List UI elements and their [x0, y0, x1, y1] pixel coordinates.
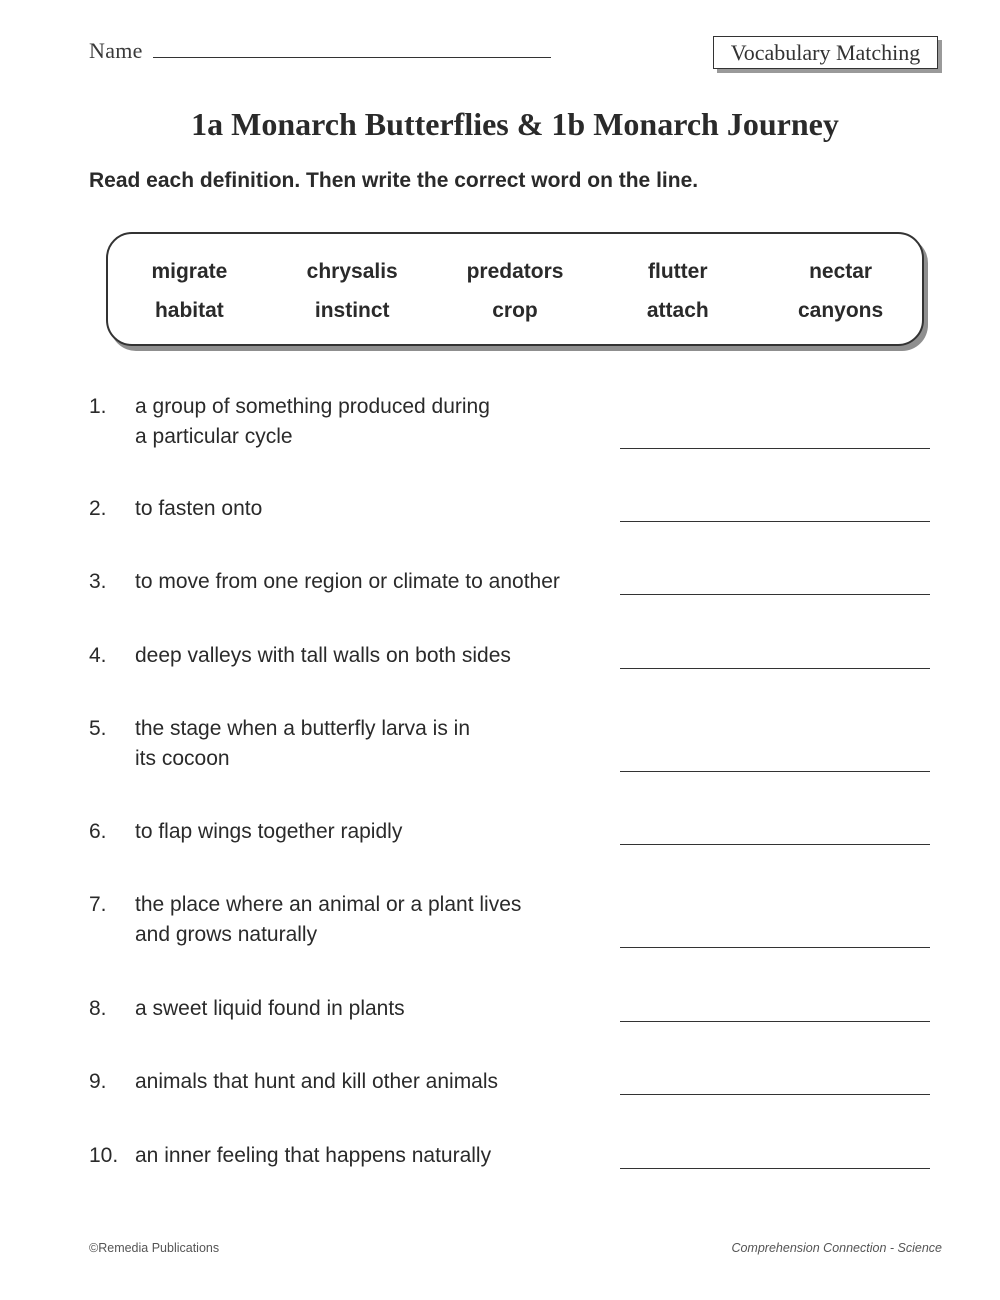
item-number: 9.: [89, 1070, 107, 1093]
item-number: 7.: [89, 893, 107, 916]
word-bank-word: attach: [646, 299, 709, 322]
answer-line[interactable]: [620, 420, 930, 449]
word-bank-word: instinct: [314, 299, 390, 322]
item-number: 4.: [89, 644, 107, 667]
item-number: 3.: [89, 570, 107, 593]
word-bank-word: chrysalis: [306, 260, 398, 283]
item-number: 8.: [89, 997, 107, 1020]
item-definition: [135, 817, 625, 847]
definition-line-1: to fasten onto: [135, 497, 263, 520]
item-number: 5.: [89, 717, 107, 740]
word-bank-word: nectar: [809, 260, 873, 283]
item-number: 2.: [89, 497, 107, 520]
definition-line-1: animals that hunt and kill other animals: [135, 1070, 499, 1093]
answer-line[interactable]: [620, 743, 930, 772]
answer-line[interactable]: [620, 1066, 930, 1095]
definition-line-1: a sweet liquid found in plants: [135, 997, 405, 1020]
name-label: Name: [89, 38, 143, 63]
answer-line[interactable]: [620, 566, 930, 595]
item-number: 6.: [89, 820, 107, 843]
answer-line[interactable]: [620, 816, 930, 845]
definition-line-2: and grows naturally: [135, 923, 318, 946]
footer-series-title: Comprehension Connection - Science: [731, 1241, 942, 1255]
item-definition: [135, 1067, 625, 1097]
answer-line[interactable]: [620, 919, 930, 948]
item-definition: [135, 890, 625, 950]
word-bank-row-1: [108, 260, 922, 284]
word-bank-word: migrate: [151, 260, 228, 283]
word-bank-word: canyons: [797, 299, 884, 322]
name-answer-line[interactable]: [153, 41, 551, 58]
word-bank-word: habitat: [154, 299, 224, 322]
definition-line-1: a group of something produced during: [135, 395, 490, 418]
definition-line-1: deep valleys with tall walls on both sides: [135, 644, 511, 667]
definition-line-1: an inner feeling that happens naturally: [135, 1144, 492, 1167]
vocabulary-matching-tag: Vocabulary Matching: [713, 36, 938, 69]
item-number: 1.: [89, 395, 107, 418]
word-bank-word: flutter: [648, 260, 708, 283]
definition-line-1: the place where an animal or a plant lives: [135, 893, 522, 916]
word-bank: [106, 232, 924, 346]
definition-line-1: to flap wings together rapidly: [135, 820, 403, 843]
page-title: 1a Monarch Butterflies & 1b Monarch Journey: [191, 106, 839, 142]
instructions: Read each definition. Then write the correct word on the line.: [89, 169, 699, 192]
answer-line[interactable]: [620, 493, 930, 522]
answer-line[interactable]: [620, 1140, 930, 1169]
item-definition: [135, 494, 625, 524]
definition-line-1: to move from one region or climate to another: [135, 570, 560, 593]
word-bank-row-2: [108, 299, 922, 323]
definition-line-1: the stage when a butterfly larva is in: [135, 717, 471, 740]
item-definition: [135, 567, 635, 597]
answer-line[interactable]: [620, 640, 930, 669]
word-bank-word: predators: [466, 260, 564, 283]
name-field-row: [89, 38, 551, 64]
item-definition: [135, 641, 625, 671]
item-definition: [135, 714, 625, 774]
item-definition: [135, 994, 625, 1024]
definition-line-2: its cocoon: [135, 747, 230, 770]
word-bank-word: crop: [492, 299, 538, 322]
item-definition: [135, 392, 625, 452]
footer-copyright: ©Remedia Publications: [89, 1241, 220, 1255]
item-number: 10.: [89, 1144, 119, 1167]
item-definition: [135, 1141, 625, 1171]
definition-line-2: a particular cycle: [135, 425, 293, 448]
answer-line[interactable]: [620, 993, 930, 1022]
